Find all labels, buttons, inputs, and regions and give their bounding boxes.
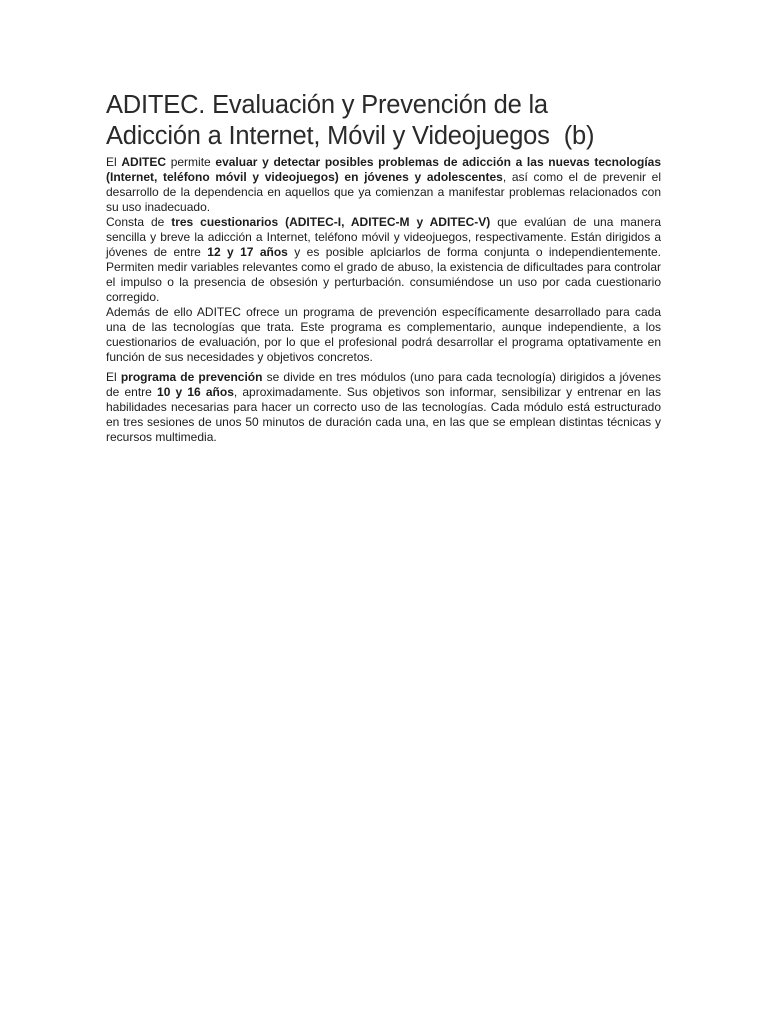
text-run-bold: 10 y 16 años	[157, 385, 234, 399]
title-suffix: (b)	[563, 122, 595, 150]
paragraph-prevention-program	[106, 370, 661, 445]
text-run: Además de ello ADITEC ofrece un programa de prevención específicamente desarrollado para cada una de las tecnologías que trata. Este programa es complementario, aunque independiente, a los cuestionarios de evaluación, por lo que el profesional podrá desarrollar el programa optativamente en función de sus necesidades y objetivos concretos.	[106, 305, 661, 364]
text-run: que evalúan de una manera sencilla y breve la adicción a Internet, teléfono móvil y videojuegos, respectivamente. Están dirigidos a jóvenes de entre	[106, 215, 661, 259]
document-title	[106, 90, 661, 152]
text-run-bold: tres cuestionarios (ADITEC-I, ADITEC-M y ADITEC-V)	[171, 215, 491, 229]
text-run-bold: evaluar y detectar posibles problemas de adicción a las nuevas tecnologías (Internet, teléfono móvil y videojuegos) en jóvenes y adolescentes	[106, 155, 662, 184]
paragraph-questionnaires	[106, 215, 661, 305]
paragraph-intro	[106, 155, 661, 215]
title-line-1: ADITEC. Evaluación y Prevención de la	[106, 91, 548, 119]
text-run-bold: programa de prevención	[120, 370, 263, 384]
text-run-bold: ADITEC	[121, 155, 167, 169]
text-run: , aproximadamente. Sus objetivos son informar, sensibilizar y entrenar en las habilidades necesarias para hacer un correcto uso de las tecnologías. Cada módulo está estructurado en tres sesiones de unos 50 minutos de duración cada una, en las que se emplean distintas técnicas y recursos multimedia.	[106, 385, 661, 444]
paragraph-program-overview	[106, 305, 661, 365]
title-line-2-text: Adicción a Internet, Móvil y Videojuegos	[106, 122, 550, 150]
text-run: permite	[166, 155, 216, 169]
text-run: El	[106, 155, 122, 169]
text-run: se divide en tres módulos (uno para cada tecnología) dirigidos a jóvenes de entre	[106, 370, 661, 399]
document-page	[106, 90, 661, 445]
text-run: El	[106, 370, 121, 384]
title-line-2	[106, 121, 661, 152]
text-run: y es posible aplciarlos de forma conjunta o independientemente. Permiten medir variables relevantes como el grado de abuso, la existencia de dificultades para controlar el impulso o la presencia de obsesión y perturbación. consumiéndose un uso por cada cuestionario corregido.	[106, 245, 661, 304]
text-run: Consta de	[106, 215, 172, 229]
text-run: , así como el de prevenir el desarrollo de la dependencia en aquellos que ya comienzan a manifestar problemas relacionados con su uso inadecuado.	[106, 170, 661, 214]
text-run-bold: 12 y 17 años	[207, 245, 288, 259]
